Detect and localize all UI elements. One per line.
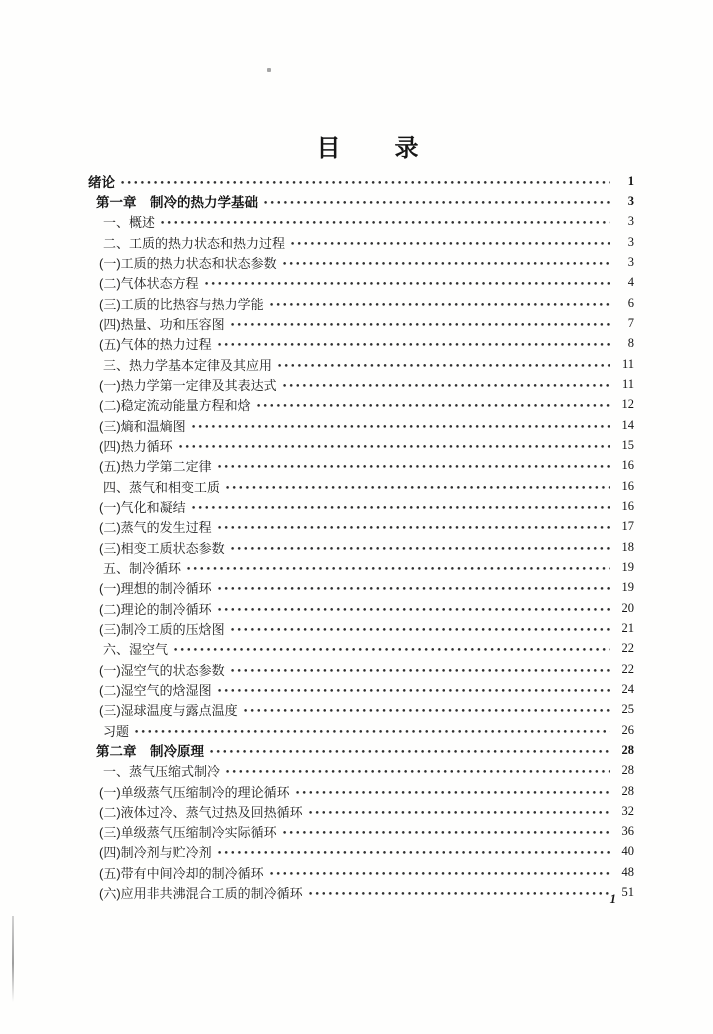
toc-entry xyxy=(88,598,634,618)
dot-leader xyxy=(218,343,610,346)
scan-artifact-line xyxy=(12,916,14,1002)
toc-entry-label: (三)相变工质状态参数 xyxy=(99,540,225,556)
toc-entry-page: 25 xyxy=(621,702,634,717)
dot-leader xyxy=(226,770,610,773)
toc-entry-page: 3 xyxy=(627,193,634,208)
toc-entry-label: (二)液体过冷、蒸气过热及回热循环 xyxy=(99,804,303,820)
toc-entry xyxy=(88,822,634,842)
toc-entry-label: (一)气化和凝结 xyxy=(99,499,186,515)
toc-entry-page: 8 xyxy=(627,336,634,351)
dot-leader xyxy=(218,608,610,611)
toc-title: 目 录 xyxy=(316,135,421,162)
toc-entry-page: 14 xyxy=(621,417,634,432)
toc-entry-label: (六)应用非共沸混合工质的制冷循环 xyxy=(99,886,303,902)
dot-leader xyxy=(291,242,610,245)
toc-entry-label: 绪论 xyxy=(88,175,115,191)
toc-entry xyxy=(88,171,634,191)
dot-leader xyxy=(192,506,610,509)
toc-entry xyxy=(88,252,634,272)
toc-entry-page: 21 xyxy=(621,620,634,635)
toc-entry-label: (五)气体的热力过程 xyxy=(99,337,212,353)
toc-entry-label: 五、制冷循环 xyxy=(103,560,182,576)
toc-entry-label: 三、热力学基本定律及其应用 xyxy=(103,357,273,373)
dot-leader xyxy=(231,669,610,672)
toc-entry-page: 51 xyxy=(621,885,634,900)
toc-entry xyxy=(88,740,634,760)
dot-leader xyxy=(283,262,610,265)
toc-entry-label: (二)稳定流动能量方程和焓 xyxy=(99,398,251,414)
toc-entry xyxy=(88,700,634,720)
dot-leader xyxy=(270,872,610,875)
toc-entry xyxy=(88,862,634,882)
toc-entry-page: 28 xyxy=(621,783,634,798)
dot-leader xyxy=(192,425,610,428)
toc-entry-page: 22 xyxy=(621,641,634,656)
toc-entry xyxy=(88,456,634,476)
dot-leader xyxy=(218,689,610,692)
toc-entry-page: 22 xyxy=(621,661,634,676)
dot-leader xyxy=(174,648,610,651)
toc-entry-page: 19 xyxy=(621,580,634,595)
dot-leader xyxy=(309,811,610,814)
toc-entry-page: 28 xyxy=(621,742,634,757)
toc-entry-label: 四、蒸气和相变工质 xyxy=(103,479,221,495)
toc-entry-page: 4 xyxy=(627,275,634,290)
toc-entry xyxy=(88,273,634,293)
toc-entry xyxy=(88,679,634,699)
toc-entry-page: 16 xyxy=(621,458,634,473)
toc-entry xyxy=(88,476,634,496)
toc-entry-page: 40 xyxy=(621,844,634,859)
toc-entry xyxy=(88,882,634,902)
dot-leader xyxy=(226,486,610,489)
toc-entry xyxy=(88,354,634,374)
dot-leader xyxy=(309,892,610,895)
toc-entry xyxy=(88,212,634,232)
dot-leader xyxy=(218,465,610,468)
toc-entry xyxy=(88,435,634,455)
toc-entry-page: 20 xyxy=(621,600,634,615)
toc-entry-label: (一)单级蒸气压缩制冷的理论循环 xyxy=(99,784,290,800)
toc-entry-page: 24 xyxy=(621,681,634,696)
toc-entry-page: 12 xyxy=(621,397,634,412)
toc-entry-page: 3 xyxy=(627,254,634,269)
toc-entry-page: 26 xyxy=(621,722,634,737)
toc-entry-page: 3 xyxy=(627,214,634,229)
toc-entry-page: 18 xyxy=(621,539,634,554)
dot-leader xyxy=(283,384,610,387)
toc-entry-label: (一)湿空气的状态参数 xyxy=(99,662,225,678)
scan-speck xyxy=(267,68,271,72)
dot-leader xyxy=(278,364,610,367)
dot-leader xyxy=(121,181,610,184)
toc-entry-page: 28 xyxy=(621,763,634,778)
toc-list xyxy=(88,171,634,903)
dot-leader xyxy=(187,567,610,570)
dot-leader xyxy=(270,303,610,306)
dot-leader xyxy=(161,221,610,224)
toc-entry-page: 1 xyxy=(627,173,634,188)
toc-entry xyxy=(88,496,634,516)
toc-entry xyxy=(88,720,634,740)
dot-leader xyxy=(264,201,610,204)
toc-entry-label: (五)热力学第二定律 xyxy=(99,459,212,475)
toc-entry xyxy=(88,313,634,333)
toc-entry-label: 第二章 制冷原理 xyxy=(96,744,204,760)
toc-entry xyxy=(88,842,634,862)
toc-entry xyxy=(88,801,634,821)
toc-entry xyxy=(88,517,634,537)
toc-entry-page: 11 xyxy=(621,356,634,371)
toc-entry-label: (三)湿球温度与露点温度 xyxy=(99,703,238,719)
dot-leader xyxy=(283,831,610,834)
toc-entry xyxy=(88,374,634,394)
toc-entry-page: 11 xyxy=(621,376,634,391)
toc-entry-label: (二)蒸气的发生过程 xyxy=(99,520,212,536)
dot-leader xyxy=(218,587,610,590)
dot-leader xyxy=(218,851,610,854)
toc-entry-page: 48 xyxy=(621,864,634,879)
toc-entry-label: (四)热量、功和压容图 xyxy=(99,316,225,332)
toc-entry-label: (二)理论的制冷循环 xyxy=(99,601,212,617)
toc-entry-page: 16 xyxy=(621,498,634,513)
toc-entry-page: 19 xyxy=(621,559,634,574)
toc-entry-page: 6 xyxy=(627,295,634,310)
toc-entry-label: 习题 xyxy=(103,723,130,739)
toc-entry-label: (四)制冷剂与贮冷剂 xyxy=(99,845,212,861)
page-folio: 1 xyxy=(609,891,616,906)
toc-entry-label: (一)热力学第一定律及其表达式 xyxy=(99,377,277,393)
dot-leader xyxy=(231,547,610,550)
dot-leader xyxy=(135,730,610,733)
toc-entry xyxy=(88,415,634,435)
toc-entry-label: (一)工质的热力状态和状态参数 xyxy=(99,255,277,271)
toc-entry xyxy=(88,191,634,211)
toc-entry xyxy=(88,578,634,598)
toc-entry-label: (一)理想的制冷循环 xyxy=(99,581,212,597)
toc-entry-page: 15 xyxy=(621,437,634,452)
toc-entry xyxy=(88,232,634,252)
toc-entry-page: 32 xyxy=(621,803,634,818)
toc-entry-label: (五)带有中间冷却的制冷循环 xyxy=(99,865,264,881)
toc-entry xyxy=(88,761,634,781)
toc-entry-label: 二、工质的热力状态和热力过程 xyxy=(103,235,286,251)
toc-entry-page: 16 xyxy=(621,478,634,493)
toc-entry-label: (四)热力循环 xyxy=(99,438,173,454)
toc-entry xyxy=(88,659,634,679)
toc-entry-page: 3 xyxy=(627,234,634,249)
toc-entry-page: 36 xyxy=(621,824,634,839)
toc-entry xyxy=(88,537,634,557)
dot-leader xyxy=(257,404,610,407)
dot-leader xyxy=(231,323,610,326)
dot-leader xyxy=(244,709,610,712)
toc-entry-label: (二)气体状态方程 xyxy=(99,276,199,292)
toc-entry-label: (三)制冷工质的压焓图 xyxy=(99,621,225,637)
toc-entry xyxy=(88,557,634,577)
toc-entry-label: 第一章 制冷的热力学基础 xyxy=(96,195,258,211)
toc-entry-page: 7 xyxy=(627,315,634,330)
dot-leader xyxy=(218,526,610,529)
toc-entry-page: 17 xyxy=(621,519,634,534)
dot-leader xyxy=(231,628,610,631)
dot-leader xyxy=(179,445,610,448)
toc-entry-label: 六、湿空气 xyxy=(103,642,169,658)
dot-leader xyxy=(296,791,610,794)
toc-entry-label: (三)熵和温熵图 xyxy=(99,418,186,434)
toc-entry-label: 一、蒸气压缩式制冷 xyxy=(103,764,221,780)
toc-entry xyxy=(88,781,634,801)
toc-entry xyxy=(88,293,634,313)
dot-leader xyxy=(205,282,610,285)
toc-entry-label: (三)工质的比热容与热力学能 xyxy=(99,296,264,312)
toc-entry-label: 一、概述 xyxy=(103,215,156,231)
dot-leader xyxy=(210,750,610,753)
toc-entry-label: (三)单级蒸气压缩制冷实际循环 xyxy=(99,825,277,841)
toc-entry xyxy=(88,618,634,638)
toc-entry-label: (二)湿空气的焓湿图 xyxy=(99,682,212,698)
toc-entry xyxy=(88,395,634,415)
toc-entry xyxy=(88,334,634,354)
toc-entry xyxy=(88,639,634,659)
